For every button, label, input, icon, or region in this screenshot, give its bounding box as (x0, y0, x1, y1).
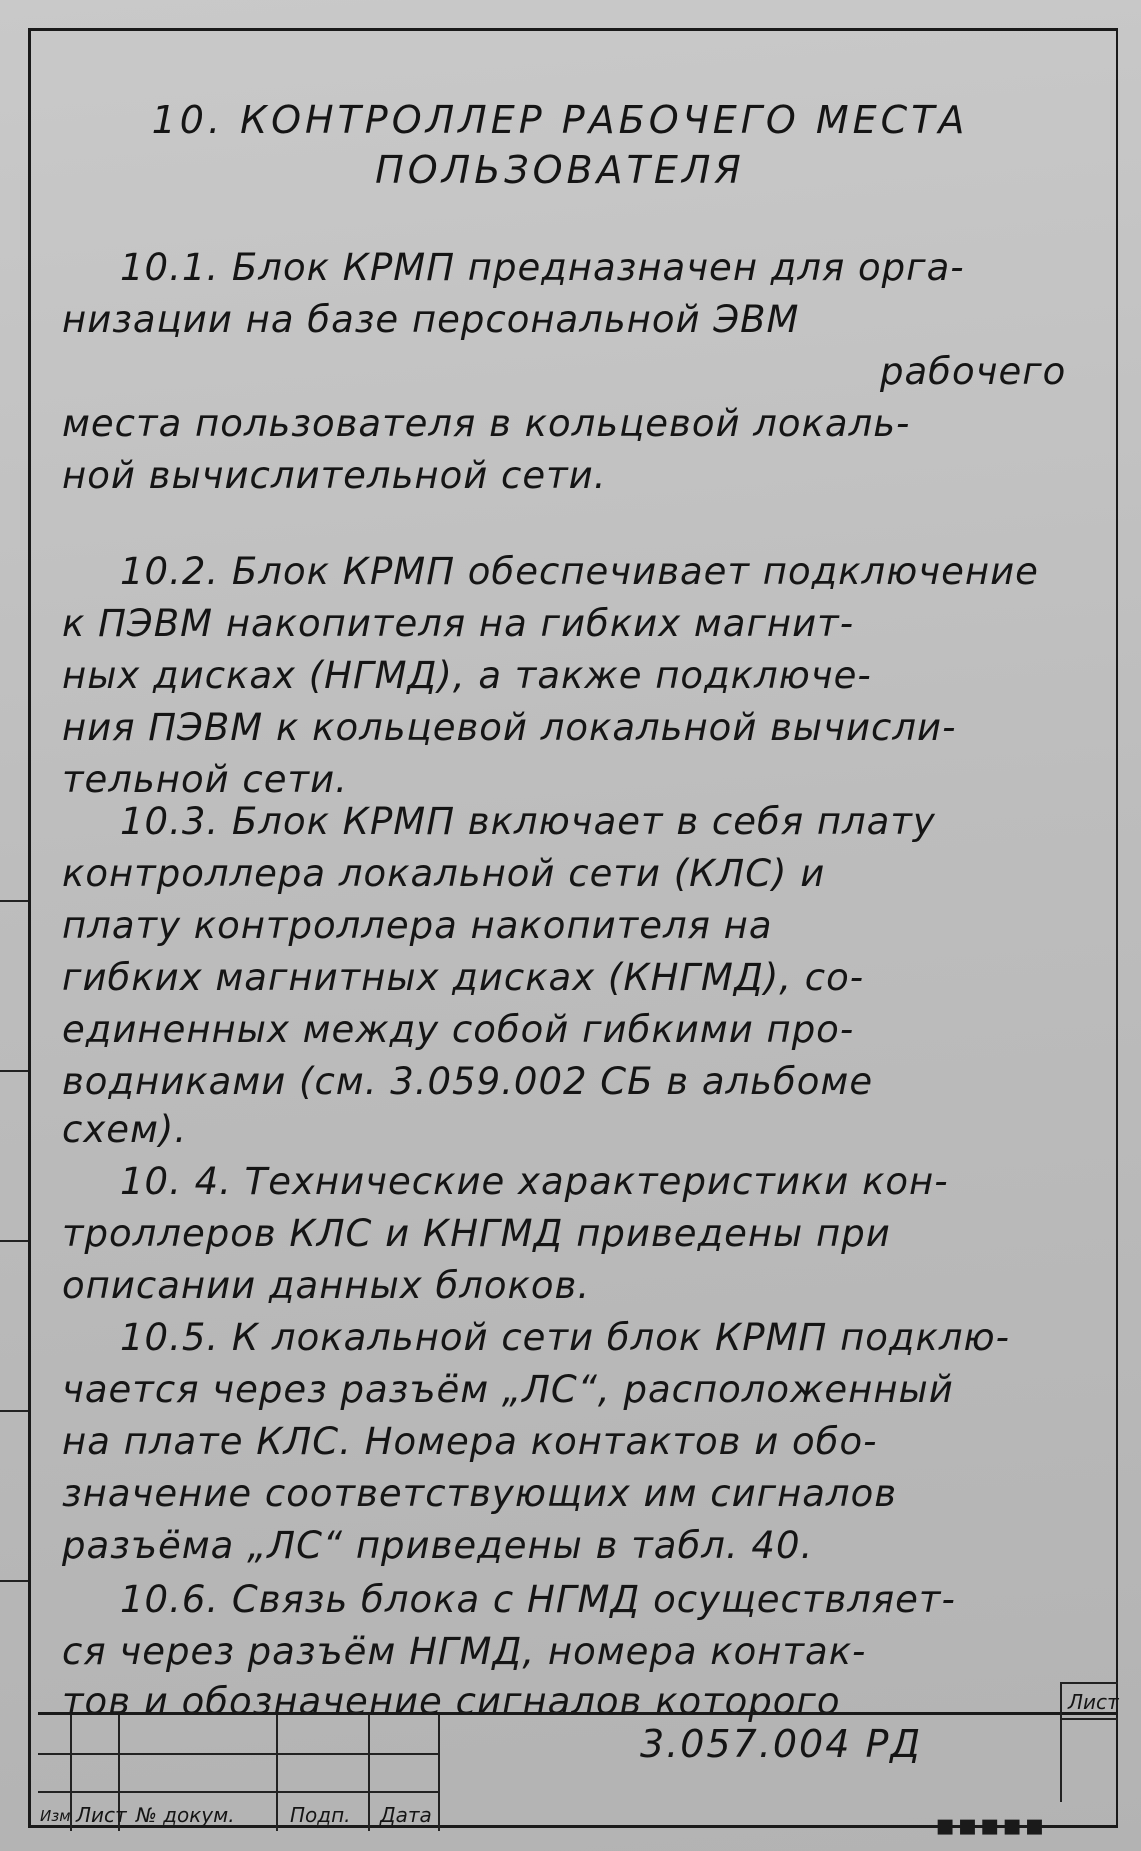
sheet-label: Лист (1068, 1690, 1119, 1714)
title-block-rule (38, 1753, 438, 1755)
body-line: единенных между собой гибкими про- (62, 1008, 855, 1051)
body-line: рабочего (880, 350, 1067, 393)
body-line: гибких магнитных дисках (КНГМД), со- (62, 956, 865, 999)
title-block-header: № докум. (136, 1803, 235, 1827)
title-block-rule (276, 1715, 278, 1831)
title-block-header: Лист (76, 1803, 127, 1827)
margin-divider (0, 900, 28, 902)
body-line: ной вычислительной сети. (62, 454, 607, 497)
title-block-rule (368, 1715, 370, 1831)
body-line: схем). (62, 1108, 188, 1151)
body-line: 10.1. Блок КРМП предназначен для орга- (120, 246, 965, 289)
body-line: тов и обозначение сигналов которого (62, 1680, 841, 1723)
body-line: 10.5. К локальной сети блок КРМП подклю- (120, 1316, 1011, 1359)
title-block-rule (38, 1791, 438, 1793)
body-line: чается через разъём „ЛС“, расположенный (62, 1368, 954, 1411)
title-block-rule (438, 1715, 440, 1831)
body-line: 10.2. Блок КРМП обеспечивает подключение (120, 550, 1039, 593)
title-block-header: Дата (380, 1803, 432, 1827)
body-line: низации на базе персональной ЭВМ (62, 298, 800, 341)
margin-divider (0, 1240, 28, 1242)
body-line: 10.3. Блок КРМП включает в себя плату (120, 800, 936, 843)
body-line: 10.6. Связь блока с НГМД осуществляет- (120, 1578, 956, 1621)
body-line: водниками (см. 3.059.002 СБ в альбоме (62, 1060, 874, 1103)
binding-margin-strip (0, 900, 30, 1800)
body-line: разъёма „ЛС“ приведены в табл. 40. (62, 1524, 814, 1567)
document-number: 3.057.004 РД (640, 1722, 923, 1766)
title-block-header: Подп. (290, 1803, 351, 1827)
body-line: к ПЭВМ накопителя на гибких магнит- (62, 602, 855, 645)
body-line: ных дисках (НГМД), а также подключе- (62, 654, 872, 697)
margin-divider (0, 1410, 28, 1412)
margin-divider (0, 1580, 28, 1582)
section-title-line-1: 10. КОНТРОЛЛЕР РАБОЧЕГО МЕСТА (151, 98, 969, 142)
body-line: ния ПЭВМ к кольцевой локальной вычисли- (62, 706, 957, 749)
body-line: места пользователя в кольцевой локаль- (62, 402, 911, 445)
body-line: тельной сети. (62, 758, 348, 801)
sheet-box-rule (1062, 1718, 1118, 1720)
body-line: ся через разъём НГМД, номера контак- (62, 1630, 867, 1673)
body-line: описании данных блоков. (62, 1264, 591, 1307)
body-line: контроллера локальной сети (КЛС) и (62, 852, 826, 895)
body-line: плату контроллера накопителя на (62, 904, 773, 947)
body-line: троллеров КЛС и КНГМД приведены при (62, 1212, 891, 1255)
body-line: значение соответствующих им сигналов (62, 1472, 898, 1515)
title-block-header: Изм (40, 1807, 71, 1825)
scan-marks: ▪▪▪▪▪ (935, 1808, 1047, 1843)
body-line: на плате КЛС. Номера контактов и обо- (62, 1420, 878, 1463)
margin-divider (0, 1070, 28, 1072)
section-title-line-2: ПОЛЬЗОВАТЕЛЯ (375, 148, 745, 192)
body-line: 10. 4. Технические характеристики кон- (120, 1160, 949, 1203)
